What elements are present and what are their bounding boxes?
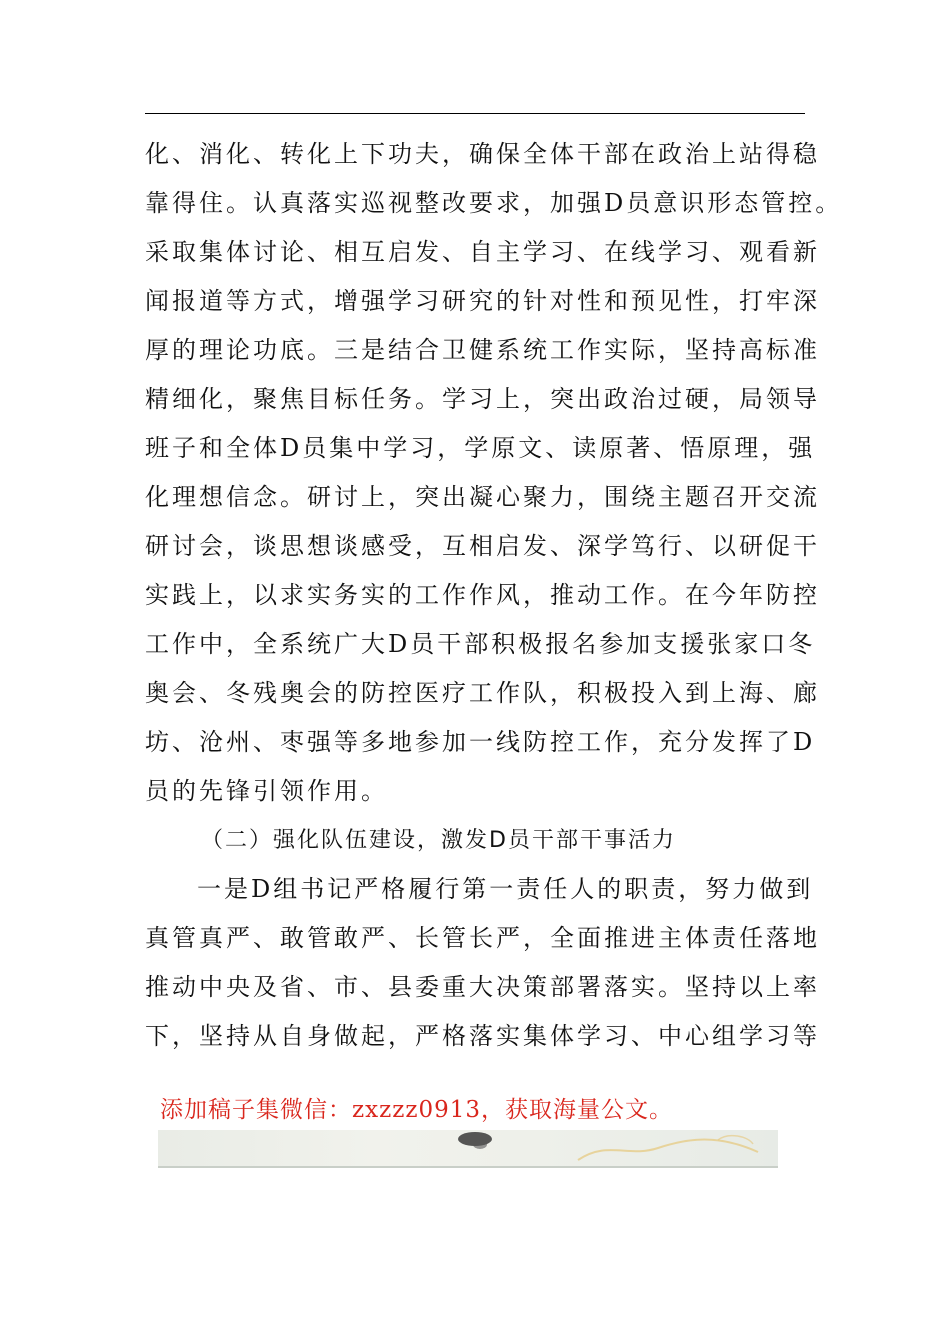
body-line: 员的先锋引领作用。	[145, 777, 388, 805]
body-line: 精细化，聚焦目标任务。学习上，突出政治过硬，局领导	[145, 385, 820, 413]
section-line: 推动中央及省、市、县委重大决策部署落实。坚持以上率	[145, 973, 820, 1001]
body-line: 奥会、冬残奥会的防控医疗工作队，积极投入到上海、廊	[145, 679, 820, 707]
body-line: 化、消化、转化上下功夫，确保全体干部在政治上站得稳	[145, 140, 820, 168]
promo-banner-image	[158, 1130, 778, 1168]
body-line: 闻报道等方式，增强学习研究的针对性和预见性，打牢深	[145, 287, 820, 315]
body-line: 班子和全体D员集中学习，学原文、读原著、悟原理，强	[145, 434, 816, 462]
ink-blot-decoration	[473, 1140, 487, 1149]
header-rule	[145, 113, 805, 114]
section-heading: （二）强化队伍建设，激发D员干部干事活力	[201, 828, 676, 853]
section-line: 一是D组书记严格履行第一责任人的职责，努力做到	[197, 875, 814, 903]
body-line: 厚的理论功底。三是结合卫健系统工作实际，坚持高标准	[145, 336, 820, 364]
body-line: 采取集体讨论、相互启发、自主学习、在线学习、观看新	[145, 238, 820, 266]
section-line: 下，坚持从自身做起，严格落实集体学习、中心组学习等	[145, 1022, 820, 1050]
body-line: 实践上，以求实务实的工作作风，推动工作。在今年防控	[145, 581, 820, 609]
section-line: 真管真严、敢管敢严、长管长严，全面推进主体责任落地	[145, 924, 820, 952]
body-line: 靠得住。认真落实巡视整改要求，加强D员意识形态管控。	[145, 189, 843, 217]
document-body	[145, 130, 843, 1061]
body-line: 研讨会，谈思想谈感受，互相启发、深学笃行、以研促干	[145, 532, 820, 560]
body-line: 化理想信念。研讨上，突出凝心聚力，围绕主题召开交流	[145, 483, 820, 511]
body-line: 工作中，全系统广大D员干部积极报名参加支援张家口冬	[145, 630, 816, 658]
promo-text: 添加稿子集微信：zxzzz0913，获取海量公文。	[160, 1097, 673, 1123]
body-line: 坊、沧州、枣强等多地参加一线防控工作，充分发挥了D	[145, 728, 816, 756]
